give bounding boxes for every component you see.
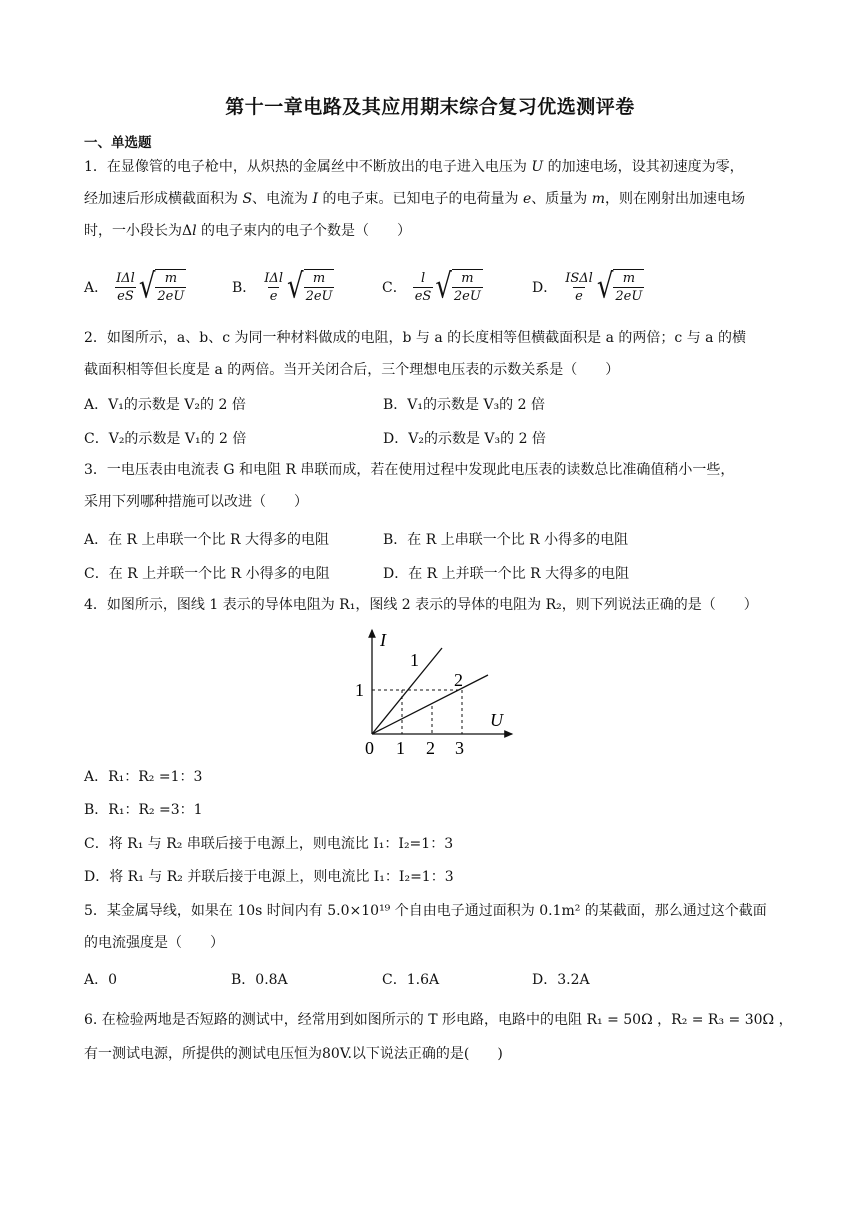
q1-option-a: A． $\frac{\text{IΔl}}{eS}$ √ $\frac{m}{2eU}$ <box>84 267 185 307</box>
y-tick-1: 1 <box>355 680 364 700</box>
x-tick-1: 1 <box>396 738 405 758</box>
q4-option-c: C．将 R₁ 与 R₂ 串联后接于电源上，则电流比 I₁：I₂=1：3 <box>84 836 454 852</box>
x-tick-2: 2 <box>426 738 435 758</box>
q3-option-d: D．在 R 上并联一个比 R 大得多的电阻 <box>383 566 630 582</box>
q5-option-a: A．0 <box>84 972 118 988</box>
q1-option-d: D． $\frac{\text{ISΔl}}{e}$ √ $\frac{m}{2eU}$ <box>532 267 643 307</box>
x-axis-label: U <box>490 710 503 730</box>
q2-option-d: D．V₂的示数是 V₃的 2 倍 <box>383 431 546 447</box>
q1-option-b: B． $\frac{\text{IΔl}}{e}$ √ $\frac{m}{2eU}$ <box>232 267 333 307</box>
q2-option-c: C．V₂的示数是 V₁的 2 倍 <box>84 431 247 447</box>
q2-line1: 2．如图所示，a、b、c 为同一种材料做成的电阻，b 与 a 的长度相等但横截面积是 a 的两倍；c 与 a 的横 <box>84 330 746 346</box>
q3-option-a: A．在 R 上串联一个比 R 大得多的电阻 <box>84 532 329 548</box>
q2-option-b: B．V₁的示数是 V₃的 2 倍 <box>383 397 545 413</box>
q1-option-c: C． $\frac{l}{eS}$ √ $\frac{m}{2eU}$ <box>382 267 481 307</box>
q3-option-c: C．在 R 上并联一个比 R 小得多的电阻 <box>84 566 330 582</box>
q1-line3: 时，一小段长为Δl 的电子束内的电子个数是（ ） <box>84 223 412 239</box>
q4-option-b: B．R₁：R₂ =3：1 <box>84 802 203 818</box>
q2-line2: 截面积相等但长度是 a 的两倍。当开关闭合后，三个理想电压表的示数关系是（ ） <box>84 362 620 378</box>
q5-line1: 5．某金属导线，如果在 10s 时间内有 5.0×10¹⁹ 个自由电子通过面积为 0.1m² 的某截面，那么通过这个截面 <box>84 903 767 919</box>
x-tick-0: 0 <box>365 738 374 758</box>
x-tick-3: 3 <box>455 738 464 758</box>
line2-label: 2 <box>454 670 463 690</box>
iu-graph <box>350 624 520 758</box>
line1-label: 1 <box>410 650 419 670</box>
graph-line-1 <box>372 648 442 734</box>
q5-line2: 的电流强度是（ ） <box>84 935 224 951</box>
graph-line-2 <box>372 675 488 734</box>
q6-line1: 6. 在检验两地是否短路的测试中，经常用到如图所示的 T 形电路，电路中的电阻 R₁ = 50Ω ，R₂ = R₃ = 30Ω ， <box>84 1012 793 1028</box>
q1-line2: 经加速后形成横截面积为 S、电流为 I 的电子束。已知电子的电荷量为 e、质量为 m，则在刚射出加速电场 <box>84 191 745 207</box>
y-axis-label: I <box>380 630 386 650</box>
q3-line1: 3．一电压表由电流表 G 和电阻 R 串联而成，若在使用过程中发现此电压表的读数总比准确值稍小一些， <box>84 462 735 478</box>
q4-line1: 4．如图所示，图线 1 表示的导体电阻为 R₁，图线 2 表示的导体的电阻为 R₂，则下列说法正确的是（ ） <box>84 597 758 613</box>
q4-option-d: D．将 R₁ 与 R₂ 并联后接于电源上，则电流比 I₁：I₂=1：3 <box>84 869 454 885</box>
q6-line2: 有一测试电源，所提供的测试电压恒为80V.以下说法正确的是( ) <box>84 1046 503 1062</box>
q1-line1: 1．在显像管的电子枪中，从炽热的金属丝中不断放出的电子进入电压为 U 的加速电场，设其初速度为零， <box>84 159 744 175</box>
q3-option-b: B．在 R 上串联一个比 R 小得多的电阻 <box>383 532 629 548</box>
q4-option-a: A．R₁：R₂ =1：3 <box>84 769 203 785</box>
q5-option-d: D．3.2A <box>532 972 590 988</box>
q3-line2: 采用下列哪种措施可以改进（ ） <box>84 494 308 510</box>
section-heading: 一、单选题 <box>84 135 152 151</box>
q5-option-c: C．1.6A <box>382 972 440 988</box>
q5-option-b: B．0.8A <box>231 972 288 988</box>
page-title: 第十一章电路及其应用期末综合复习优选测评卷 <box>225 96 635 118</box>
q2-option-a: A．V₁的示数是 V₂的 2 倍 <box>84 397 246 413</box>
